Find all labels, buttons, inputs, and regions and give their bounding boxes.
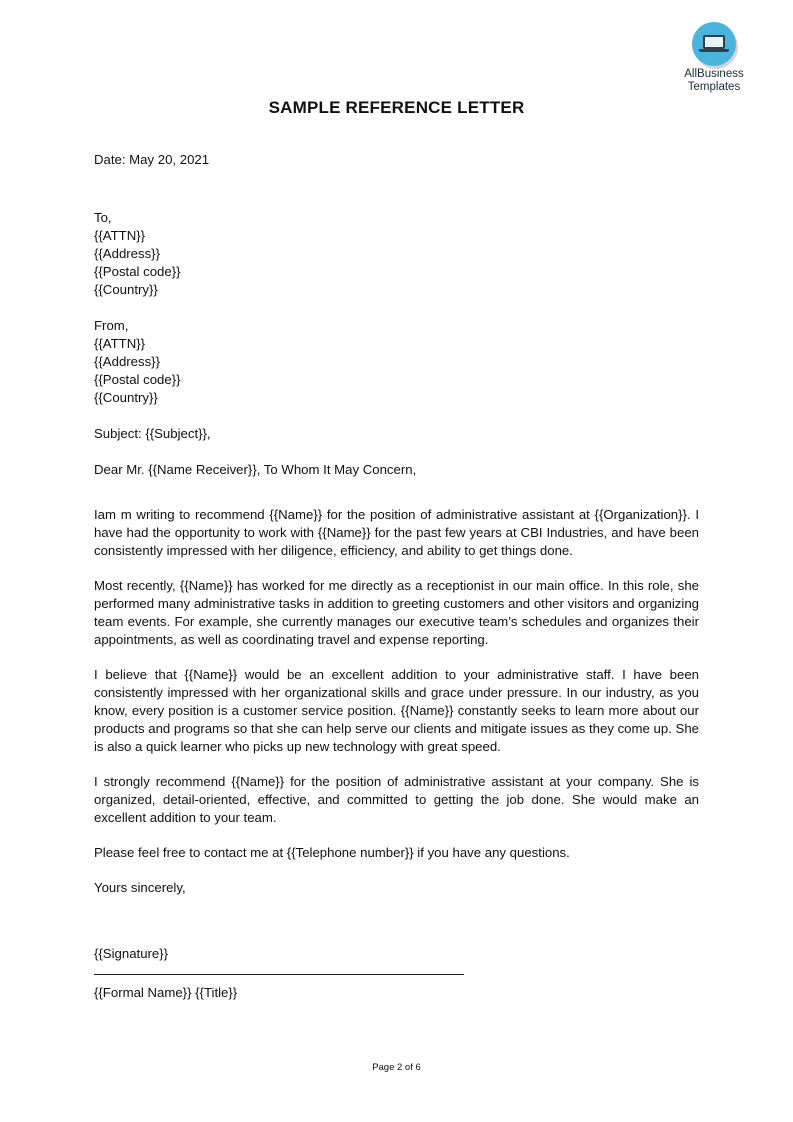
paragraph-1: Iam m writing to recommend {{Name}} for the position of administrative assistant at {{Organization}}. I have had the opportunity to work with {{Name}} for the past few years at CBI Industries, and have been consistently impressed with her diligence, efficiency, and ability to get things done. — [94, 507, 699, 558]
from-address: {{Address}} — [94, 354, 160, 369]
from-country: {{Country}} — [94, 390, 158, 405]
to-attn: {{ATTN}} — [94, 228, 146, 243]
from-postal-code: {{Postal code}} — [94, 372, 181, 387]
paragraph-3: I believe that {{Name}} would be an excellent addition to your administrative staff. I have been consistently impressed with her organizational skills and grace under pressure. In our industry, as you know, every position is a customer service position. {{Name}} constantly seeks to learn more about our products and programs so that she can help serve our clients and mitigate issues as they come up. She is also a quick learner who picks up new technology with great speed. — [94, 667, 699, 754]
paragraph-4: I strongly recommend {{Name}} for the position of administrative assistant at your company. She is organized, detail-oriented, effective, and committed to getting the job done. She would make an excellent addition to your team. — [94, 774, 699, 825]
paragraph-2: Most recently, {{Name}} has worked for me directly as a receptionist in our main office. In this role, she performed many administrative tasks in addition to greeting customers and other visitors and organizing team events. For example, she currently manages our executive team’s schedules and organizes their appointments, as well as coordinating travel and expense reporting. — [94, 578, 699, 647]
document-title: SAMPLE REFERENCE LETTER — [268, 98, 525, 117]
from-heading: From, — [94, 318, 129, 333]
logo-text — [676, 68, 752, 94]
allbusiness-templates-logo — [676, 20, 752, 94]
page-number: Page 2 of 6 — [372, 1062, 421, 1073]
recipient-block — [94, 209, 699, 299]
to-postal-code: {{Postal code}} — [94, 264, 181, 279]
closing: Yours sincerely, — [94, 880, 186, 895]
paragraph-5: Please feel free to contact me at {{Telephone number}} if you have any questions. — [94, 845, 570, 860]
formal-name-title: {{Formal Name}} {{Title}} — [94, 985, 238, 1000]
signature-placeholder: {{Signature}} — [94, 946, 169, 961]
logo-line-1: AllBusiness — [684, 68, 744, 80]
from-attn: {{ATTN}} — [94, 336, 146, 351]
to-country: {{Country}} — [94, 282, 158, 297]
letter-body — [94, 151, 699, 1002]
date-line: Date: May 20, 2021 — [94, 152, 210, 167]
sender-block — [94, 317, 699, 407]
laptop-icon — [692, 22, 736, 66]
logo-line-2: Templates — [687, 81, 741, 93]
to-heading: To, — [94, 210, 112, 225]
signature-line — [94, 974, 464, 975]
salutation: Dear Mr. {{Name Receiver}}, To Whom It May Concern, — [94, 462, 417, 477]
to-address: {{Address}} — [94, 246, 160, 261]
subject-line: Subject: {{Subject}}, — [94, 426, 211, 441]
